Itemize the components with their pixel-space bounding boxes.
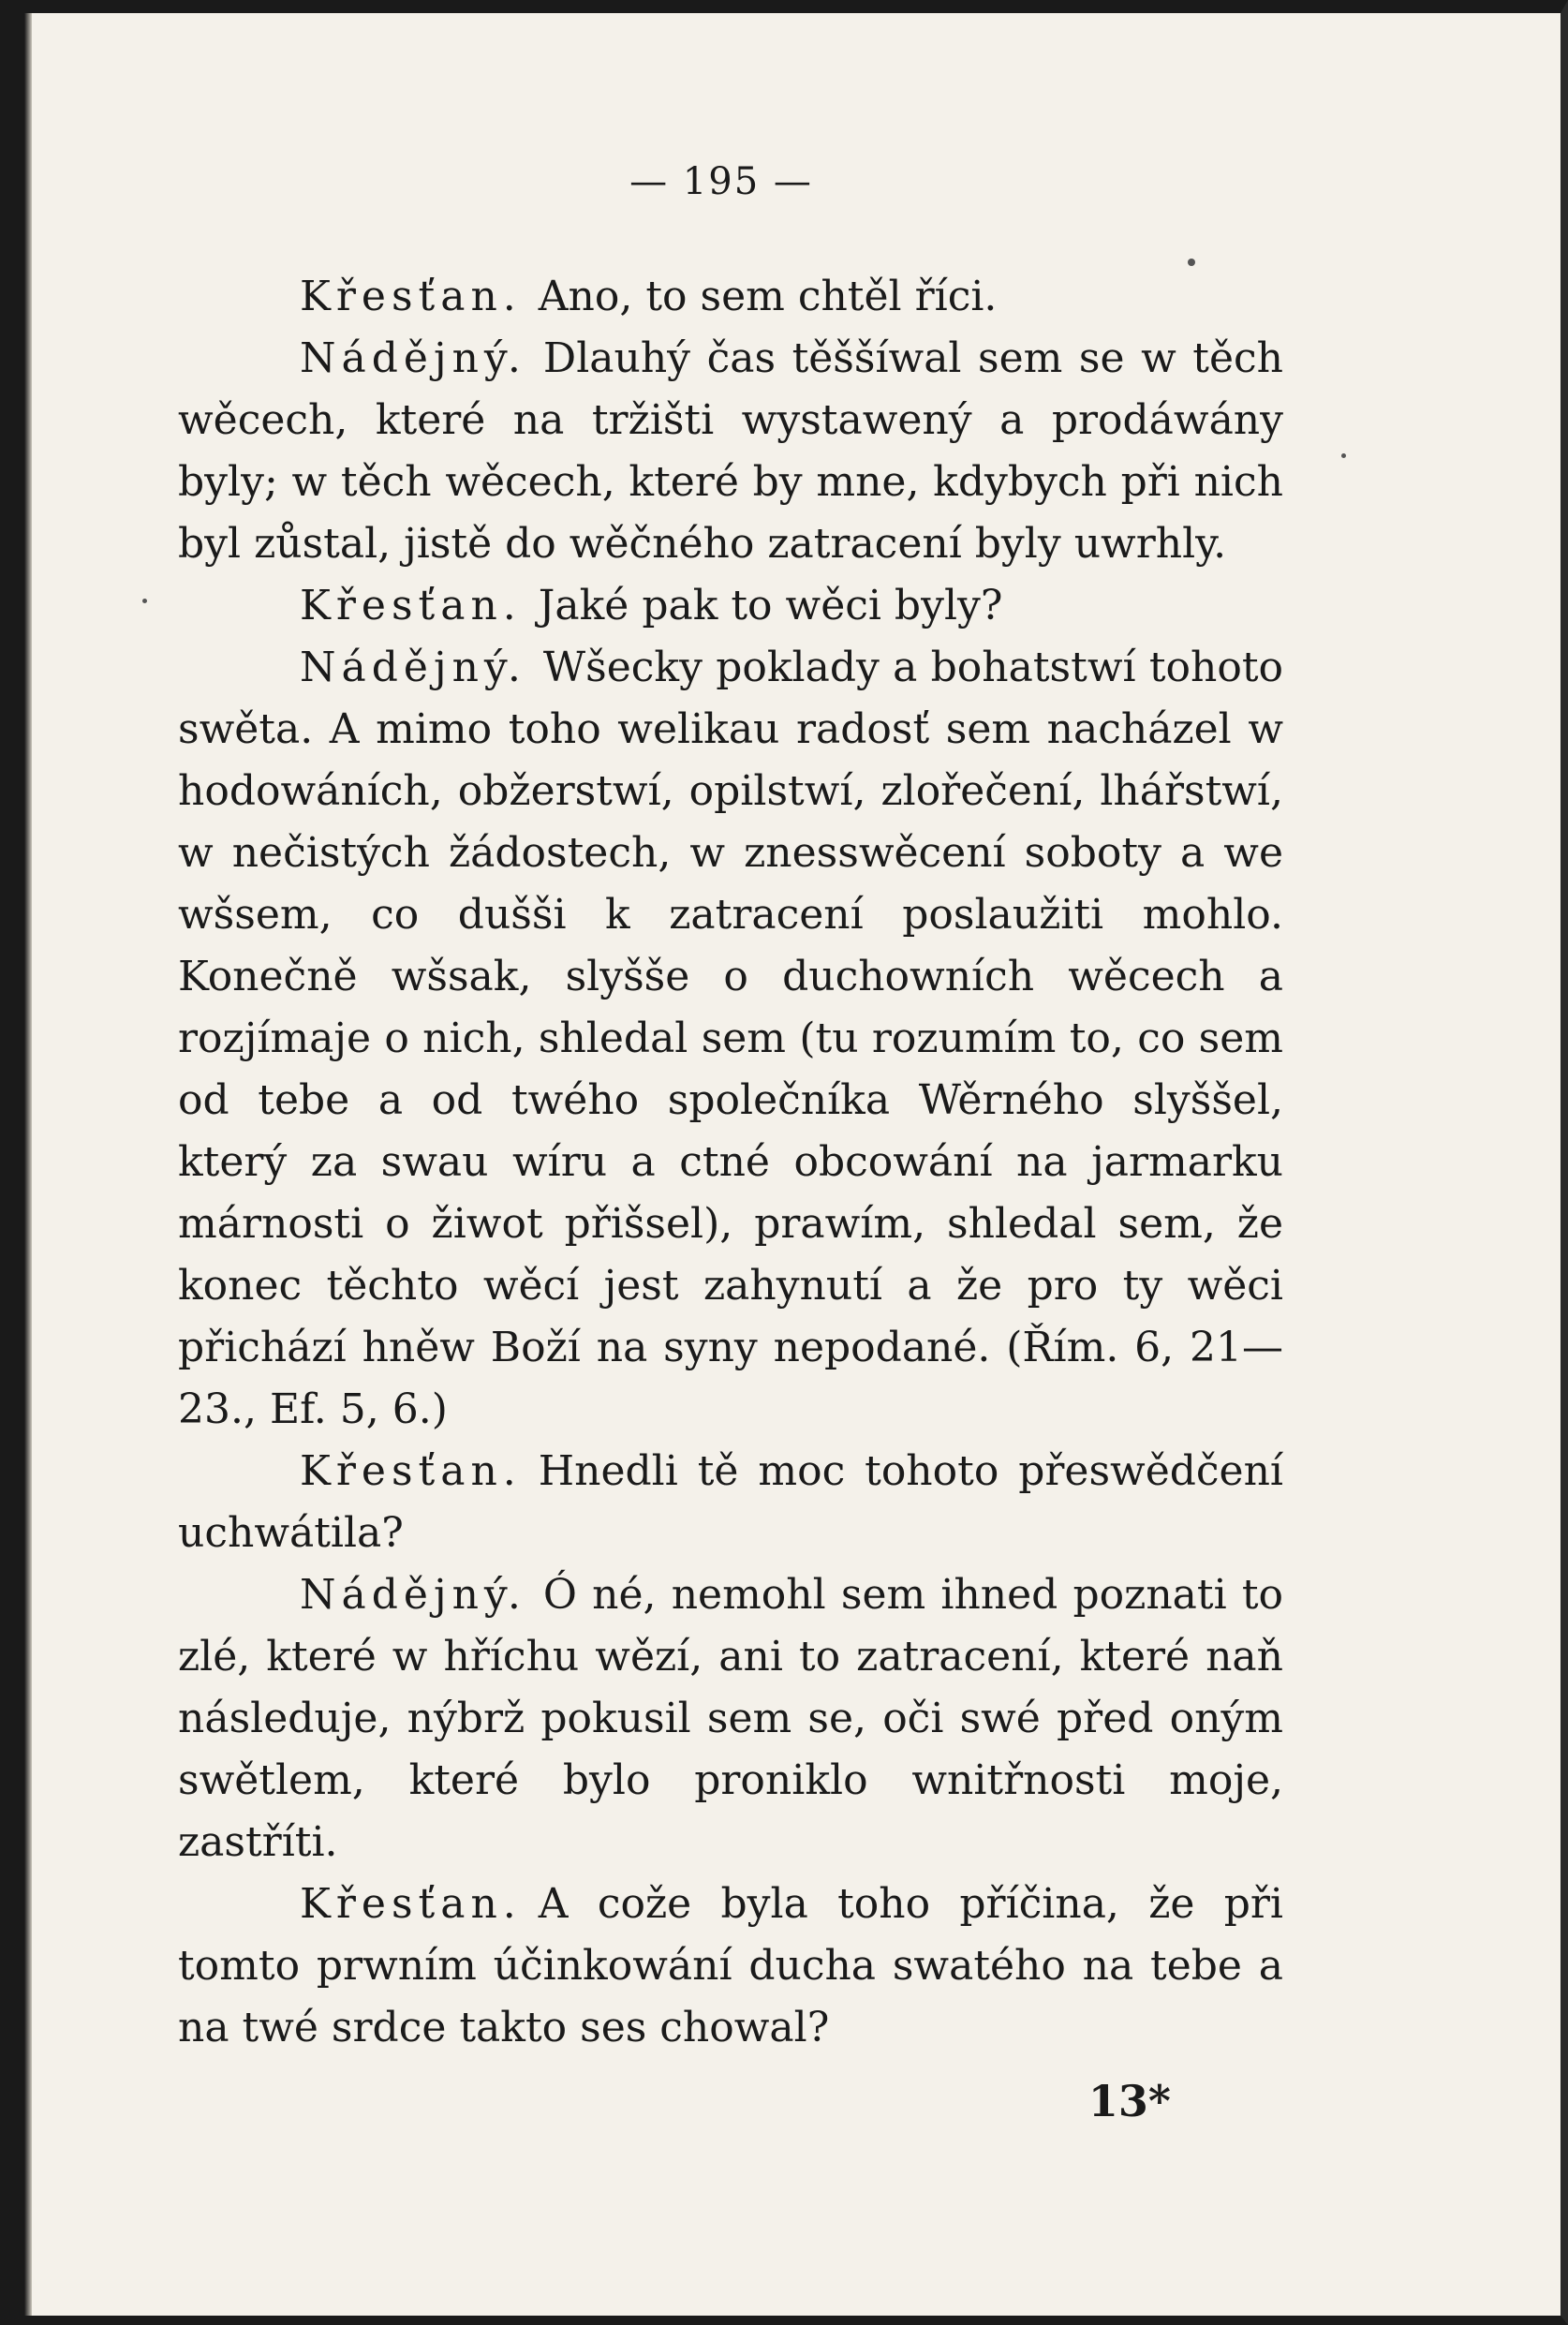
paragraph-text: Ano, to sem chtěl říci.: [538, 273, 998, 320]
speaker-name: Křesťan.: [300, 1880, 522, 1928]
printer-signature-mark: 13*: [1087, 2076, 1171, 2126]
speaker-name: Nádějný.: [300, 644, 526, 691]
paragraph-text: Wšecky poklady a bohatstwí tohoto swěta. A mimo toho welikau radosť sem nacházel w hodowáních, obžerstwí, opilstwí, zlořečení, lhářstwí, w nečistých žádostech, w znesswěcení soboty a we wšsem, co dušši k zatracení poslaužiti mohlo. Konečně wšsak, slyšše o duchowních wěcech a rozjímaje o nich, shledal sem (tu rozumím to, co sem od tebe a od twého společníka Wěrného slyššel, který za swau wíru a ctné obcowání na jarmarku márnosti o žiwot přišsel), prawím, shledal sem, že konec těchto wěcí jest zahynutí a že pro ty wěci přichází hněw Boží na syny nepodané. (Řím. 6, 21—23., Ef. 5, 6.): [178, 644, 1283, 1433]
body-text: [178, 266, 1283, 2059]
dialogue-paragraph: [178, 328, 1283, 575]
speaker-name: Křesťan.: [300, 273, 522, 320]
paragraph-text: Jaké pak to wěci byly?: [538, 582, 1003, 629]
ink-speck: [1341, 453, 1346, 458]
paragraph-text: A cože byla toho příčina, že při tomto prwním účinkowání ducha swatého na tebe a na twé srdce takto ses chowal?: [178, 1880, 1283, 2051]
dialogue-paragraph: [178, 1564, 1283, 1873]
paragraph-text: Dlauhý čas těššíwal sem se w těch wěcech, které na tržišti wystawený a prodáwány byly; w těch wěcech, které by mne, kdybych při nich byl zůstal, jistě do wěčného zatracení byly uwrhly.: [178, 334, 1283, 568]
dialogue-paragraph: [178, 637, 1283, 1441]
dialogue-paragraph: [178, 1441, 1283, 1564]
ink-speck: [142, 599, 147, 603]
dialogue-paragraph: [178, 1873, 1283, 2059]
page-number: — 195 —: [629, 160, 813, 203]
page-content: [178, 154, 1283, 2126]
speaker-name: Nádějný.: [300, 1571, 526, 1619]
dialogue-paragraph: [178, 266, 1283, 328]
book-spine-shadow: [0, 13, 32, 2316]
speaker-name: Nádějný.: [300, 334, 526, 382]
paragraph-text: Hnedli tě moc tohoto přeswědčení uchwátila?: [178, 1447, 1283, 1557]
dialogue-paragraph: [178, 575, 1283, 637]
speaker-name: Křesťan.: [300, 1447, 522, 1495]
speaker-name: Křesťan.: [300, 582, 522, 629]
paragraph-text: Ó né, nemohl sem ihned poznati to zlé, které w hříchu wězí, ani to zatracení, které naň následuje, nýbrž pokusil sem se, oči swé před oným swětlem, které bylo proniklo wnitřnosti moje, zastříti.: [178, 1571, 1283, 1866]
